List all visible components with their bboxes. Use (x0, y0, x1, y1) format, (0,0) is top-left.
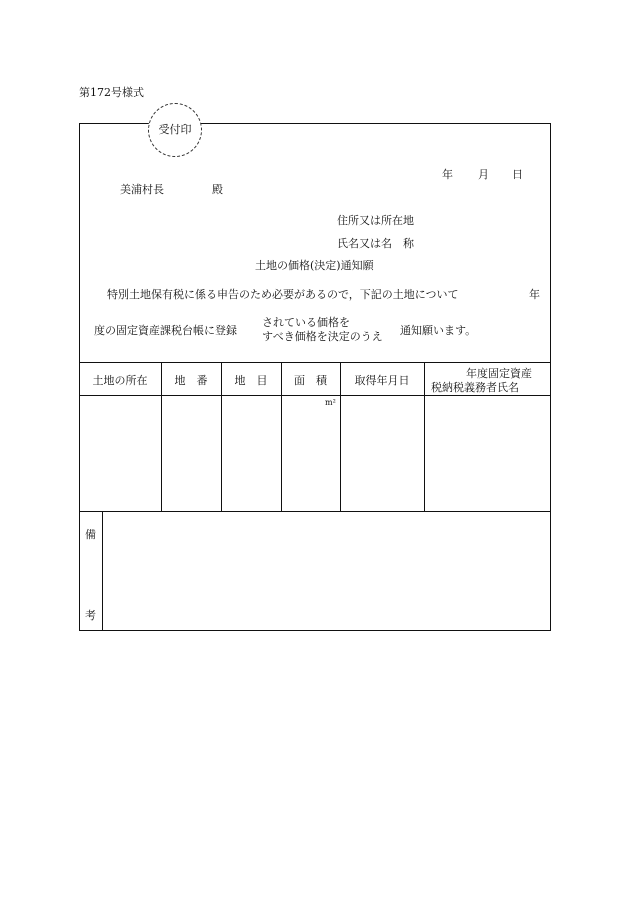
body-line-2-suffix: 通知願います。 (400, 324, 477, 337)
body-option-a: されている価格を (262, 316, 350, 329)
header-taxpayer-line-1: 年度固定資産 (466, 367, 532, 380)
header-lot-number: 地 番 (174, 374, 208, 387)
document-title: 土地の価格(決定)通知願 (255, 259, 374, 272)
date-day-label: 日 (512, 168, 523, 181)
header-taxpayer-line-2: 税納税義務者氏名 (431, 381, 519, 394)
body-line-1: 特別土地保有税に係る申告のため必要があるので，下記の土地について (107, 288, 459, 301)
body-line-2-prefix: 度の固定資産課税台帳に登録 (94, 324, 237, 337)
table-col-divider (424, 362, 425, 511)
remarks-divider (102, 511, 103, 631)
date-month-label: 月 (478, 168, 489, 181)
header-location: 土地の所在 (92, 374, 148, 387)
body-option-b: すべき価格を決定のうえ (262, 330, 383, 343)
body-line-1-year: 年 (529, 288, 540, 301)
form-number: 第172号様式 (79, 86, 144, 99)
header-area: 面 積 (294, 374, 327, 387)
remarks-char-2: 考 (85, 609, 96, 622)
remarks-char-1: 備 (85, 528, 96, 541)
header-land-category: 地 目 (234, 374, 268, 387)
name-label: 氏名又は名 称 (337, 237, 414, 250)
date-year-label: 年 (442, 168, 453, 181)
table-bottom-border (79, 511, 551, 512)
address-label: 住所又は所在地 (337, 214, 414, 227)
header-acquisition-date: 取得年月日 (354, 374, 410, 387)
addressee-honorific: 殿 (212, 183, 223, 196)
table-top-border (79, 362, 551, 363)
receipt-stamp (148, 103, 202, 157)
addressee-name: 美浦村長 (120, 183, 164, 196)
table-header-border (79, 395, 551, 396)
stamp-label: 受付印 (158, 123, 192, 136)
area-unit: m² (325, 398, 336, 407)
